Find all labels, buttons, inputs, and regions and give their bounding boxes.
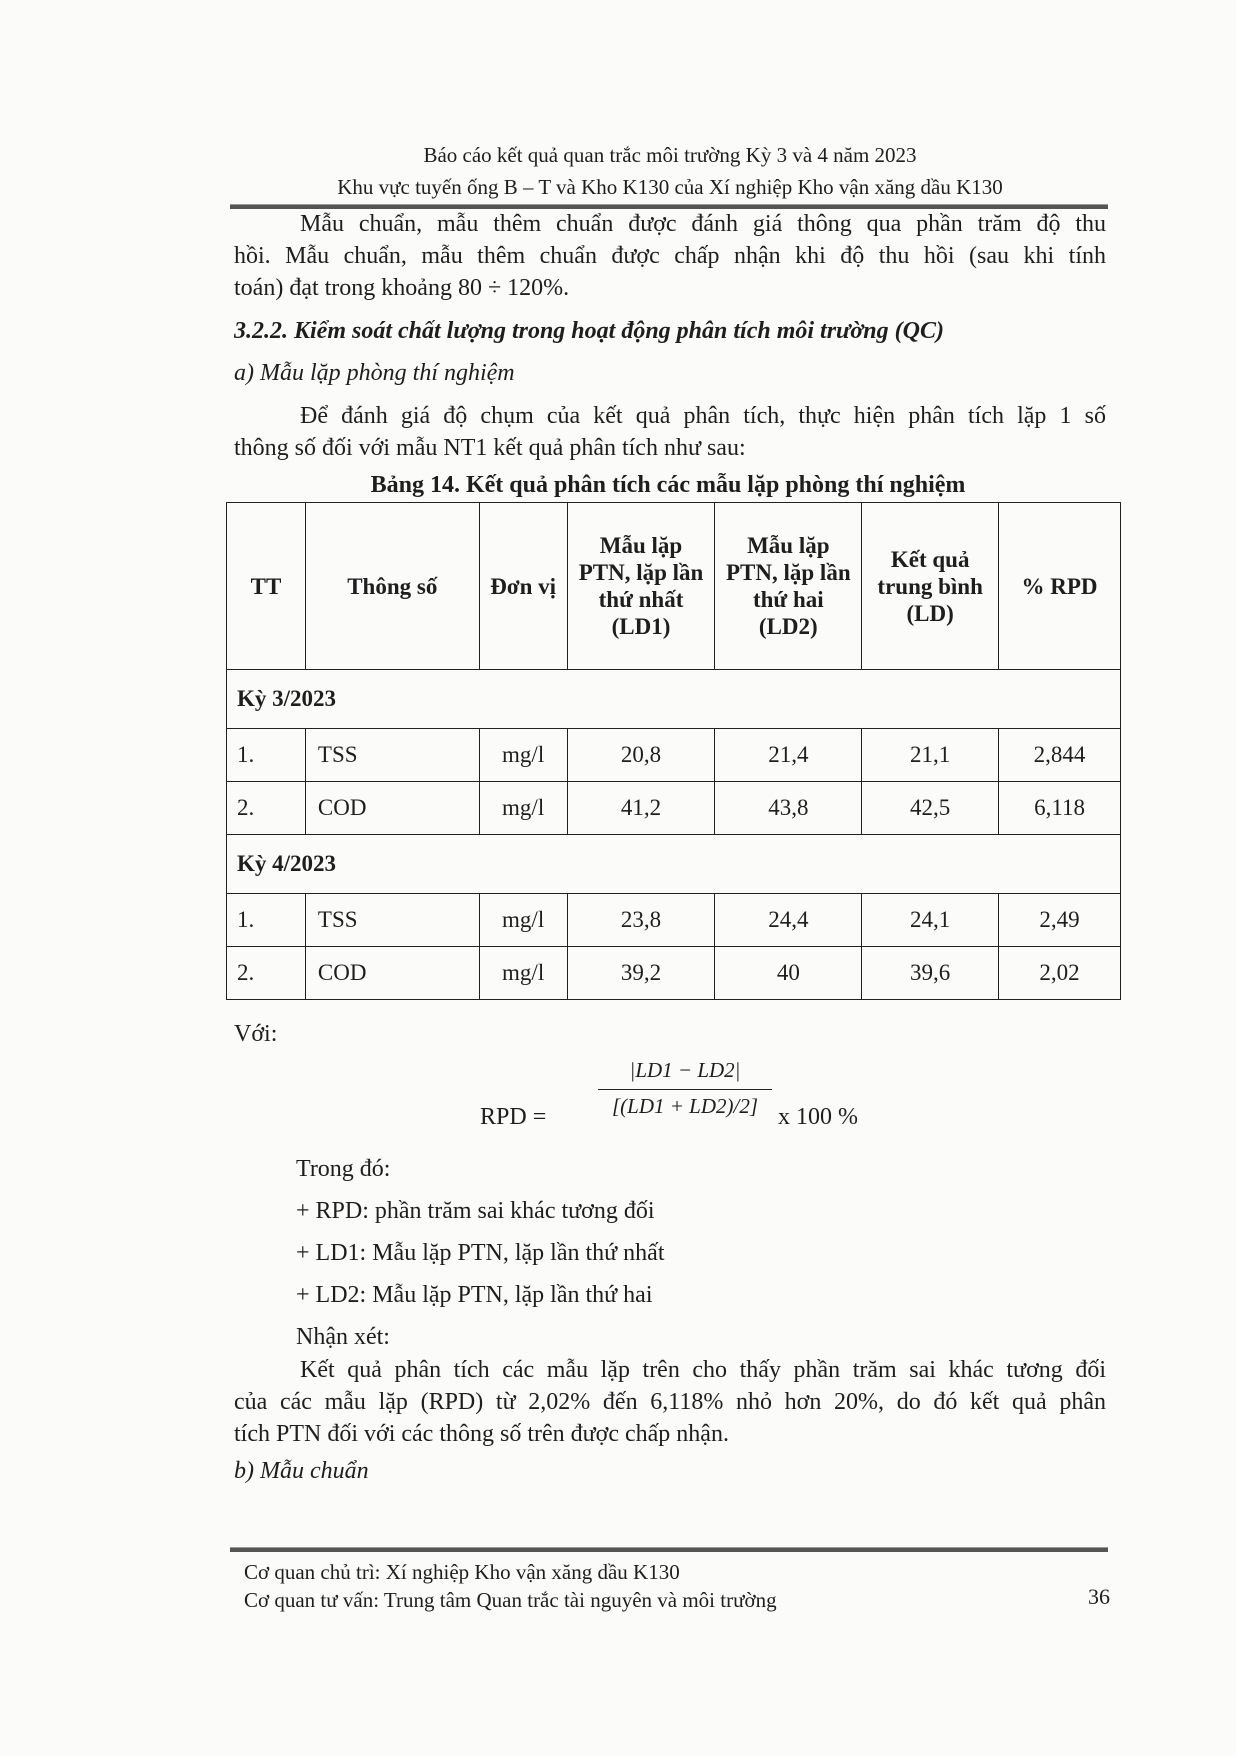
group-row	[227, 835, 1121, 894]
cell-param: COD	[305, 782, 479, 835]
section-heading: 3.2.2. Kiểm soát chất lượng trong hoạt động phân tích môi trường (QC)	[234, 318, 944, 344]
footer-host-agency: Cơ quan chủ trì: Xí nghiệp Kho vận xăng dầu K130	[244, 1560, 680, 1584]
formula-label: RPD =	[480, 1104, 547, 1130]
subsection-b-heading: b) Mẫu chuẩn	[234, 1458, 369, 1484]
formula-multiplier: x 100 %	[778, 1104, 858, 1130]
cell-unit: mg/l	[479, 894, 567, 947]
intro-line: hồi. Mẫu chuẩn, mẫu thêm chuẩn được chấp nhận khi độ thu hồi (sau khi tính	[234, 243, 1106, 269]
header-title: Báo cáo kết quả quan trắc môi trường Kỳ 3 và 4 năm 2023	[423, 143, 917, 167]
definitions-block	[296, 1148, 1096, 1358]
table-row	[227, 782, 1121, 835]
fraction-bar	[598, 1089, 772, 1090]
subsection-a-heading: a) Mẫu lặp phòng thí nghiệm	[234, 360, 515, 386]
cell-ld1: 39,2	[567, 947, 715, 1000]
formula-denominator: [(LD1 + LD2)/2]	[611, 1094, 759, 1118]
cell-tt: 2.	[227, 947, 306, 1000]
conclusion-paragraph	[234, 1354, 1106, 1450]
col-header-unit: Đơn vị	[479, 503, 567, 670]
table-row	[227, 729, 1121, 782]
cell-avg: 24,1	[862, 894, 999, 947]
definition-item: + LD2: Mẫu lặp PTN, lặp lần thứ hai	[296, 1282, 653, 1308]
col-header-rpd: % RPD	[999, 503, 1121, 670]
replicate-results-table	[226, 502, 1121, 1000]
cell-ld2: 21,4	[715, 729, 862, 782]
cell-avg: 39,6	[862, 947, 999, 1000]
conclusion-line: Kết quả phân tích các mẫu lặp trên cho thấy phần trăm sai khác tương đối	[300, 1357, 1106, 1383]
nhan-xet-label: Nhận xét:	[296, 1324, 390, 1350]
cell-param: TSS	[305, 729, 479, 782]
group-row	[227, 670, 1121, 729]
cell-rpd: 6,118	[999, 782, 1121, 835]
cell-ld2: 24,4	[715, 894, 862, 947]
header-subtitle: Khu vực tuyến ống B – T và Kho K130 của Xí nghiệp Kho vận xăng dầu K130	[337, 175, 1003, 199]
definition-item: + LD1: Mẫu lặp PTN, lặp lần thứ nhất	[296, 1240, 665, 1266]
cell-rpd: 2,02	[999, 947, 1121, 1000]
footer-rule	[230, 1547, 1108, 1552]
cell-ld2: 40	[715, 947, 862, 1000]
group-label: Kỳ 4/2023	[227, 835, 1121, 894]
paragraph-line: Để đánh giá độ chụm của kết quả phân tích, thực hiện phân tích lặp 1 số	[300, 403, 1106, 429]
cell-param: COD	[305, 947, 479, 1000]
conclusion-line: tích PTN đối với các thông số trên được chấp nhận.	[234, 1421, 729, 1447]
voi-label: Với:	[234, 1021, 278, 1047]
footer-consultant-agency: Cơ quan tư vấn: Trung tâm Quan trắc tài nguyên và môi trường	[244, 1588, 777, 1612]
cell-ld1: 20,8	[567, 729, 715, 782]
table-row	[227, 894, 1121, 947]
definition-item: + RPD: phần trăm sai khác tương đối	[296, 1198, 655, 1224]
col-header-ld1: Mẫu lặp PTN, lặp lần thứ nhất (LD1)	[567, 503, 715, 670]
trong-do-label: Trong đó:	[296, 1156, 391, 1182]
intro-line: toán) đạt trong khoảng 80 ÷ 120%.	[234, 275, 570, 301]
cell-ld2: 43,8	[715, 782, 862, 835]
group-label: Kỳ 3/2023	[227, 670, 1121, 729]
cell-unit: mg/l	[479, 782, 567, 835]
formula-fraction	[598, 1058, 772, 1119]
cell-tt: 2.	[227, 782, 306, 835]
cell-param: TSS	[305, 894, 479, 947]
col-header-avg: Kết quả trung bình (LD)	[862, 503, 999, 670]
conclusion-line: của các mẫu lặp (RPD) từ 2,02% đến 6,118% nhỏ hơn 20%, do đó kết quả phân	[234, 1389, 1106, 1415]
cell-avg: 42,5	[862, 782, 999, 835]
paragraph-1	[234, 400, 1106, 464]
table-row	[227, 947, 1121, 1000]
cell-rpd: 2,844	[999, 729, 1121, 782]
col-header-tt: TT	[227, 503, 306, 670]
table-caption: Bảng 14. Kết quả phân tích các mẫu lặp phòng thí nghiệm	[370, 472, 966, 498]
col-header-ld2: Mẫu lặp PTN, lặp lần thứ hai (LD2)	[715, 503, 862, 670]
formula-numerator: |LD1 − LD2|	[629, 1058, 741, 1082]
paragraph-line: thông số đối với mẫu NT1 kết quả phân tích như sau:	[234, 435, 746, 461]
col-header-param: Thông số	[305, 503, 479, 670]
cell-avg: 21,1	[862, 729, 999, 782]
cell-unit: mg/l	[479, 729, 567, 782]
cell-ld1: 23,8	[567, 894, 715, 947]
intro-paragraph	[234, 208, 1106, 304]
cell-unit: mg/l	[479, 947, 567, 1000]
cell-tt: 1.	[227, 729, 306, 782]
page-number: 36	[1088, 1584, 1110, 1609]
cell-ld1: 41,2	[567, 782, 715, 835]
cell-tt: 1.	[227, 894, 306, 947]
cell-rpd: 2,49	[999, 894, 1121, 947]
intro-line: Mẫu chuẩn, mẫu thêm chuẩn được đánh giá thông qua phần trăm độ thu	[300, 211, 1106, 237]
table-header-row	[227, 503, 1121, 670]
